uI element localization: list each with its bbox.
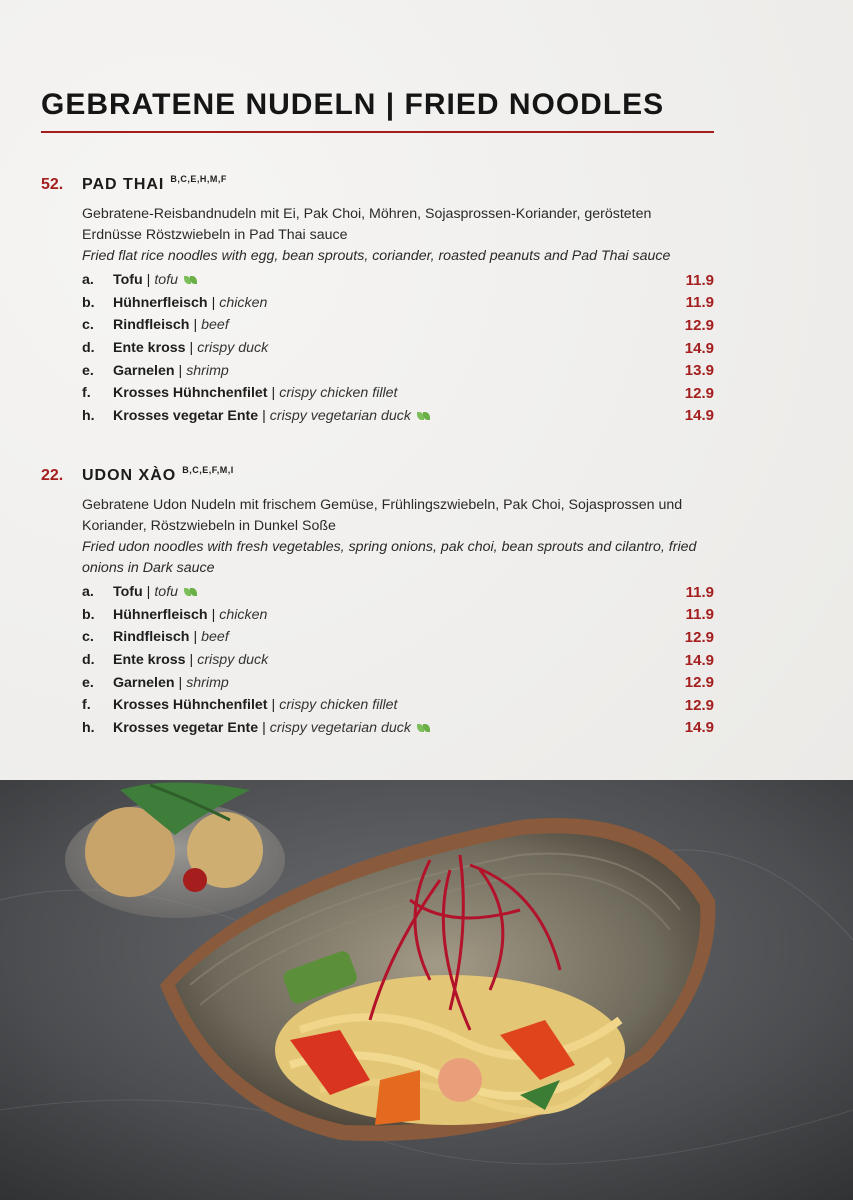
item-name-english: shrimp <box>186 674 229 691</box>
item-letter: a. <box>82 272 94 289</box>
item-letter: h. <box>82 407 95 424</box>
item-separator: | <box>146 272 151 289</box>
item-price: 12.9 <box>684 384 714 402</box>
leaf-icon <box>184 276 197 284</box>
item-price: 11.9 <box>685 294 714 312</box>
dish-description <box>82 204 714 267</box>
item-separator: | <box>271 697 276 714</box>
leaf-icon <box>417 724 430 732</box>
item-price: 11.9 <box>685 271 714 289</box>
item-price: 12.9 <box>684 674 714 692</box>
item-name-english: tofu <box>154 272 179 289</box>
item-name-german: Krosses Hühnchenfilet <box>113 697 268 714</box>
item-separator: | <box>211 294 216 311</box>
menu-item-row <box>82 694 714 717</box>
item-name-german: Ente kross <box>113 340 186 357</box>
item-letter: e. <box>82 674 94 691</box>
item-name-english: crispy duck <box>197 340 269 357</box>
item-letter: d. <box>82 652 95 669</box>
item-letter: b. <box>82 294 95 311</box>
menu-item-row <box>82 359 714 382</box>
item-separator: | <box>262 719 266 736</box>
page-title: GEBRATENE NUDELN | FRIED NOODLES <box>41 88 665 121</box>
item-letter: c. <box>82 317 94 334</box>
dish-name: PAD THAI <box>82 176 165 193</box>
item-price: 12.9 <box>684 696 714 714</box>
description-german: Gebratene-Reisbandnudeln mit Ei, Pak Choi, Möhren, Sojasprossen-Koriander, gerösteten Erdnüsse Röstzwiebeln in Pad Thai sauce <box>82 206 652 243</box>
menu-item-row <box>82 382 714 405</box>
item-name-english: beef <box>201 317 229 334</box>
variant-list <box>82 269 714 427</box>
item-separator: | <box>146 584 151 601</box>
menu-item-row <box>82 604 714 627</box>
item-name-german: Tofu <box>113 584 143 601</box>
item-name-german: Tofu <box>113 272 143 289</box>
item-name-german: Hühnerfleisch <box>113 294 208 311</box>
dish-number: 22. <box>41 467 64 484</box>
section-header <box>41 176 714 198</box>
leaf-icon <box>184 588 197 596</box>
allergen-codes: B,C,E,F,M,I <box>182 465 234 475</box>
menu-item-row <box>82 717 714 740</box>
item-name-english: tofu <box>154 584 179 601</box>
noodle-dish-illustration <box>0 780 853 1200</box>
menu-item-row <box>82 671 714 694</box>
dish-number: 52. <box>41 176 64 193</box>
description-german: Gebratene Udon Nudeln mit frischem Gemüse, Frühlingszwiebeln, Pak Choi, Sojasprossen und Koriander, Röstzwiebeln in Dunkel Soße <box>82 497 683 534</box>
leaf-icon <box>417 412 430 420</box>
item-letter: c. <box>82 629 94 646</box>
item-separator: | <box>193 629 198 646</box>
allergen-codes: B,C,E,H,M,F <box>170 174 227 184</box>
item-letter: f. <box>82 385 91 402</box>
item-separator: | <box>193 317 198 334</box>
description-english: Fried udon noodles with fresh vegetables, spring onions, pak choi, bean sprouts and cilantro, fried onions in Dark sauce <box>82 539 697 576</box>
item-name-german: Garnelen <box>113 674 175 691</box>
food-photo <box>0 780 853 1200</box>
item-price: 12.9 <box>684 628 714 646</box>
item-letter: e. <box>82 362 94 379</box>
item-name-german: Rindfleisch <box>113 317 190 334</box>
item-separator: | <box>262 407 266 424</box>
menu-item-row <box>82 581 714 604</box>
item-name-german: Hühnerfleisch <box>113 606 208 623</box>
item-name-german: Rindfleisch <box>113 629 190 646</box>
item-price: 13.9 <box>684 362 714 380</box>
item-letter: d. <box>82 340 95 357</box>
item-price: 12.9 <box>684 316 714 334</box>
item-price: 11.9 <box>685 606 714 624</box>
menu-section-pad-thai <box>41 176 714 427</box>
item-name-english: shrimp <box>186 362 229 379</box>
item-separator: | <box>178 674 183 691</box>
item-name-english: beef <box>201 629 229 646</box>
item-name-german: Ente kross <box>113 652 186 669</box>
menu-item-row <box>82 649 714 672</box>
item-name-english: crispy vegetarian duck <box>269 719 411 736</box>
item-separator: | <box>271 385 276 402</box>
menu-item-row <box>82 292 714 315</box>
item-price: 14.9 <box>684 651 714 669</box>
item-price: 11.9 <box>685 583 714 601</box>
item-price: 14.9 <box>684 407 714 425</box>
dish-name: UDON XÀO <box>82 467 177 484</box>
item-name-english: crispy duck <box>197 652 269 669</box>
item-name-german: Garnelen <box>113 362 175 379</box>
item-name-english: crispy vegetarian duck <box>269 407 411 424</box>
item-name-german: Krosses vegetar Ente <box>113 719 259 736</box>
title-divider <box>41 131 714 133</box>
item-name-english: crispy chicken fillet <box>279 697 398 714</box>
item-separator: | <box>189 340 194 357</box>
item-separator: | <box>189 652 194 669</box>
menu-section-udon-xao <box>41 467 714 739</box>
section-header <box>41 467 714 489</box>
item-letter: h. <box>82 719 95 736</box>
menu-item-row <box>82 626 714 649</box>
item-separator: | <box>211 606 216 623</box>
item-separator: | <box>178 362 183 379</box>
item-name-german: Krosses Hühnchenfilet <box>113 385 268 402</box>
variant-list <box>82 581 714 739</box>
menu-item-row <box>82 337 714 360</box>
item-letter: f. <box>82 697 91 714</box>
item-name-english: crispy chicken fillet <box>279 385 398 402</box>
item-name-english: chicken <box>219 294 268 311</box>
menu-item-row <box>82 314 714 337</box>
item-price: 14.9 <box>684 719 714 737</box>
item-letter: b. <box>82 606 95 623</box>
item-letter: a. <box>82 584 94 601</box>
item-name-english: chicken <box>219 606 268 623</box>
description-english: Fried flat rice noodles with egg, bean sprouts, coriander, roasted peanuts and Pad Thai sauce <box>82 248 671 264</box>
dish-description <box>82 495 714 579</box>
menu-item-row <box>82 405 714 428</box>
item-price: 14.9 <box>684 339 714 357</box>
menu-item-row <box>82 269 714 292</box>
item-name-german: Krosses vegetar Ente <box>113 407 259 424</box>
